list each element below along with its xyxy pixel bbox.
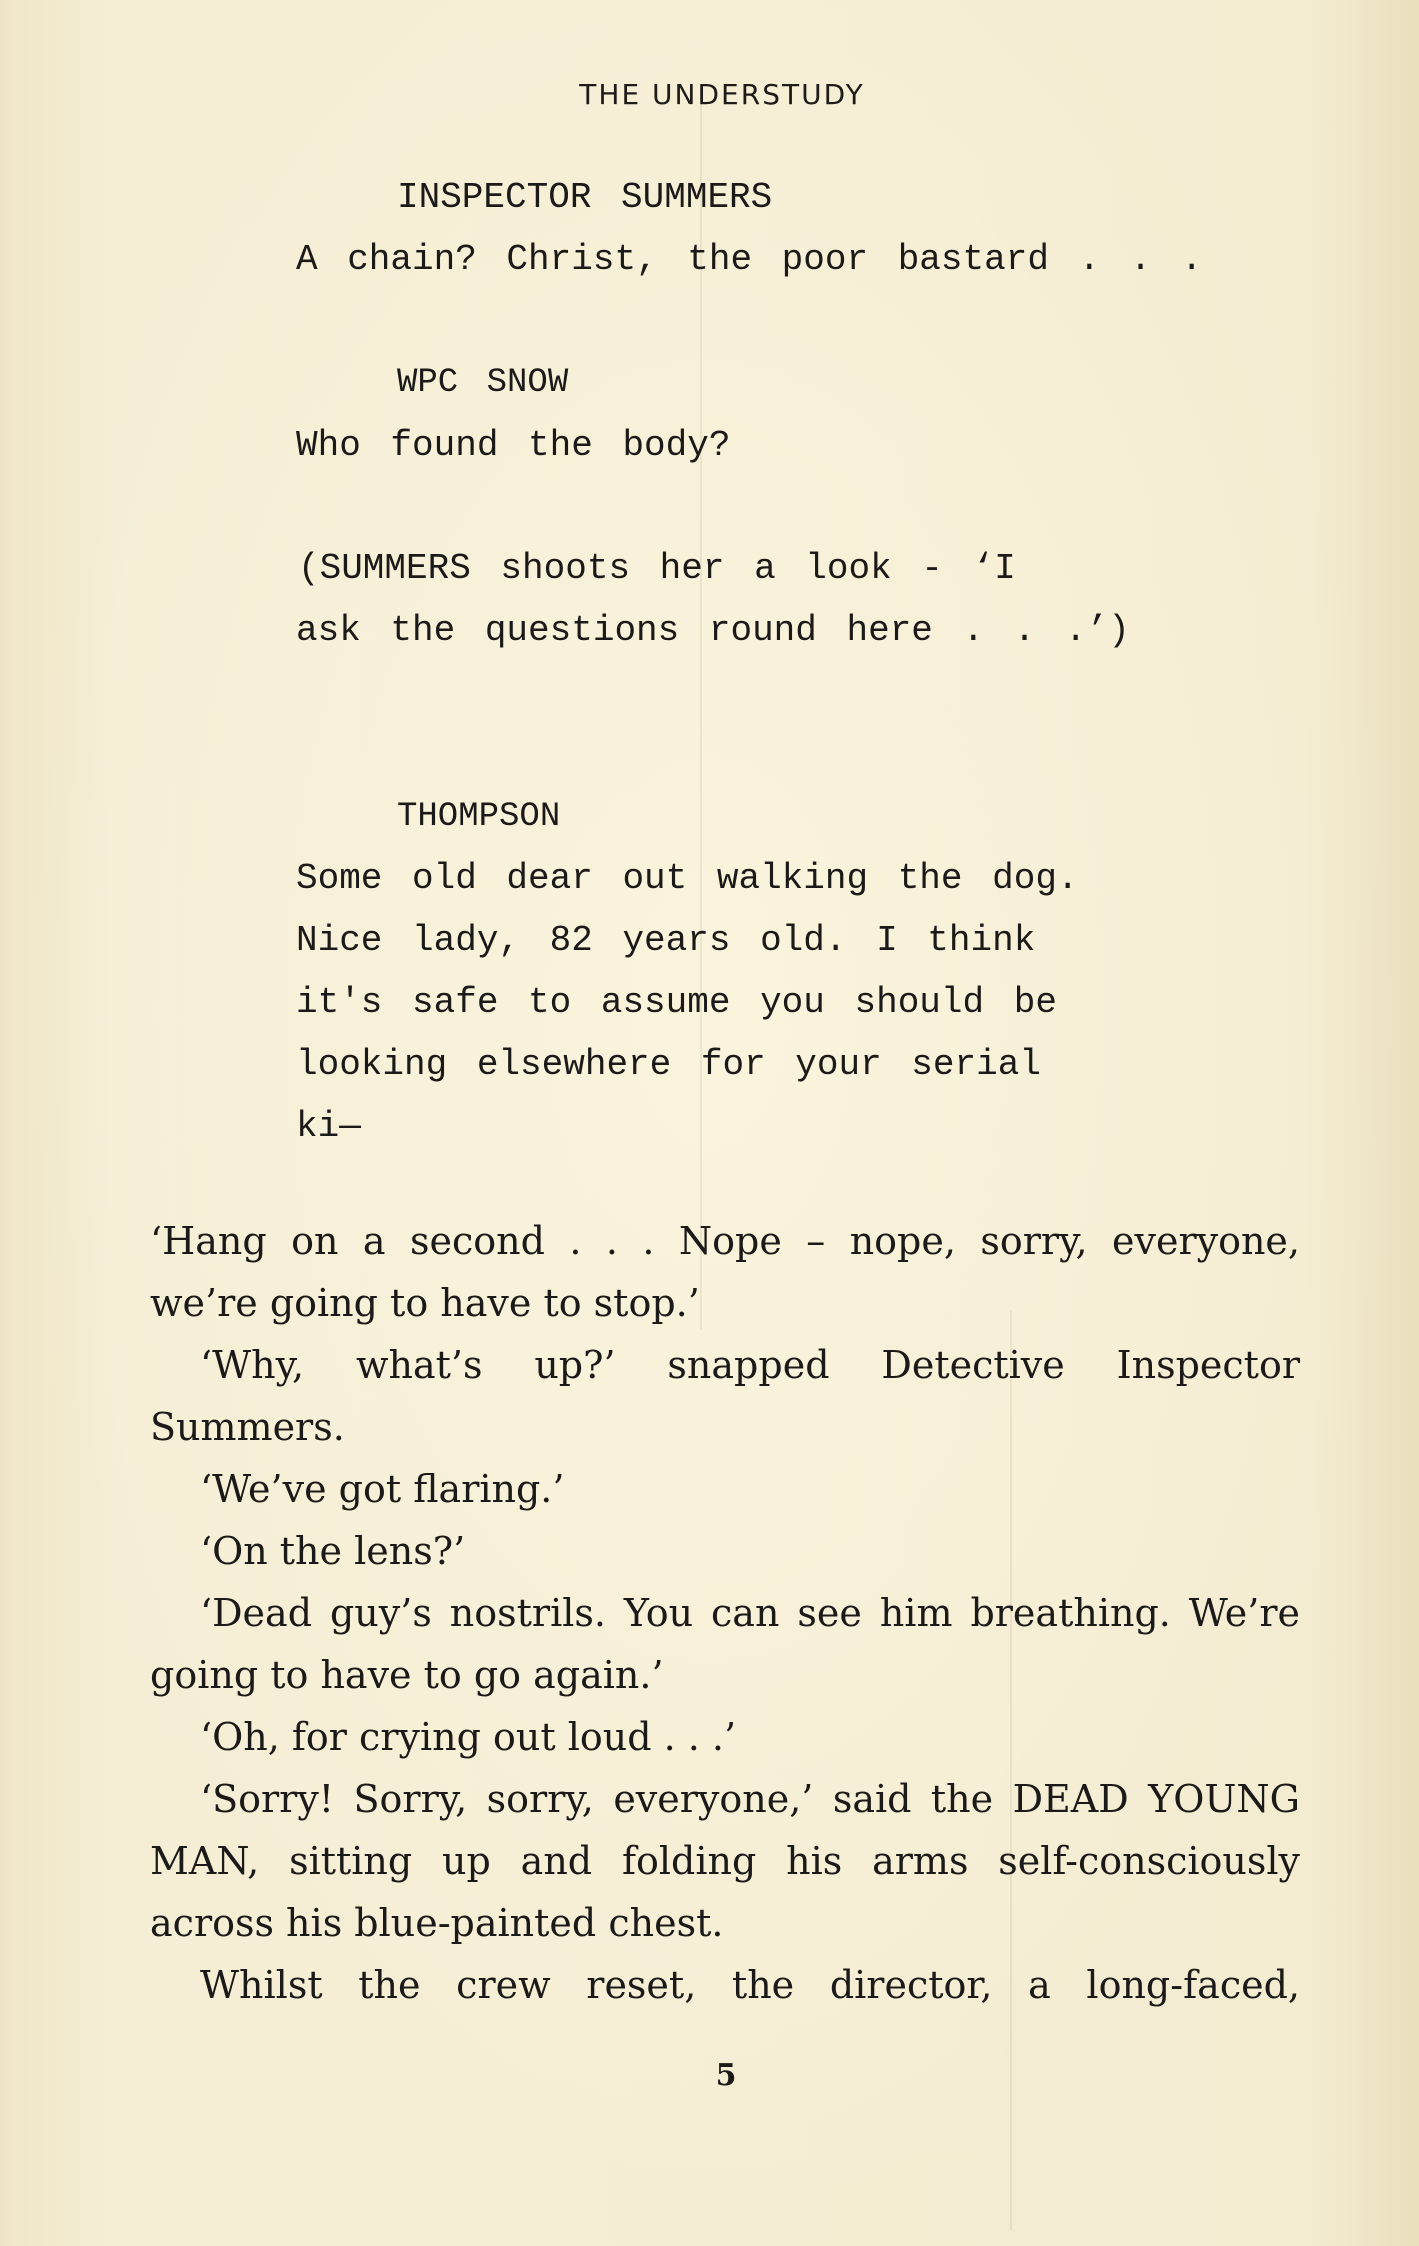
dialogue-thompson-line: ki—: [296, 1106, 361, 1147]
prose-line: ‘Sorry! Sorry, sorry, everyone,’ said the DEAD YOUNG: [200, 1777, 1300, 1821]
prose-line: ‘We’ve got flaring.’: [200, 1467, 565, 1511]
dialogue-inspector: A chain? Christ, the poor bastard . . .: [296, 239, 1203, 280]
body-text: [150, 0, 1300, 2007]
prose-line: ‘Why, what’s up?’ snapped Detective Inspector: [200, 1343, 1300, 1387]
character-cue-inspector: INSPECTOR SUMMERS: [397, 177, 773, 218]
dialogue-thompson-line: looking elsewhere for your serial: [296, 1044, 1041, 1085]
running-head: THE UNDERSTUDY: [579, 78, 865, 111]
prose-line: across his blue-painted chest.: [150, 1901, 724, 1945]
prose-line: MAN, sitting up and folding his arms self-consciously: [150, 1839, 1300, 1883]
dialogue-thompson-line: Some old dear out walking the dog.: [296, 858, 1079, 899]
prose-line: Summers.: [150, 1405, 345, 1449]
prose-line: ‘On the lens?’: [200, 1529, 466, 1573]
prose-line: going to have to go again.’: [150, 1653, 664, 1697]
stage-direction-line-1: (SUMMERS shoots her a look - ‘I: [298, 548, 1016, 589]
dialogue-thompson-line: it's safe to assume you should be: [296, 982, 1057, 1023]
prose-line: ‘Oh, for crying out loud . . .’: [200, 1715, 737, 1759]
prose-line: ‘Hang on a second . . . Nope – nope, sorry, everyone,: [150, 1219, 1300, 1263]
prose-line: we’re going to have to stop.’: [150, 1281, 700, 1325]
dialogue-wpc: Who found the body?: [296, 425, 731, 466]
prose-line: Whilst the crew reset, the director, a long-faced,: [200, 1963, 1300, 2007]
prose-line: ‘Dead guy’s nostrils. You can see him breathing. We’re: [200, 1591, 1300, 1635]
character-cue-thompson: THOMPSON: [397, 798, 561, 836]
stage-direction-line-2: ask the questions round here . . .’): [296, 610, 1130, 651]
page-number: 5: [715, 2058, 737, 2093]
dialogue-thompson-line: Nice lady, 82 years old. I think: [296, 920, 1036, 961]
character-cue-wpc: WPC SNOW: [397, 364, 569, 402]
